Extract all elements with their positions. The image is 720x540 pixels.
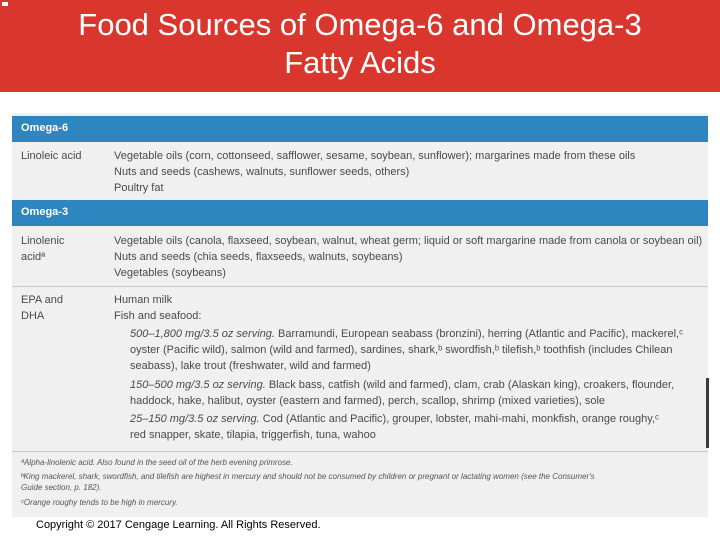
row-label [21, 233, 109, 265]
fish-group-high [130, 326, 708, 374]
fish-line: haddock, hake, halibut, oyster (eastern and farmed), perch, scallop, shrimp (mixed varieties), sole [130, 395, 606, 407]
source-line: Human milk [114, 294, 173, 306]
fish-line [130, 326, 708, 342]
slide-title-line-2: Fatty Acids [284, 45, 436, 80]
omega3-header-label: Omega-3 [21, 206, 69, 218]
slide-title-line-1: Food Sources of Omega-6 and Omega-3 [78, 7, 642, 42]
source-line: Nuts and seeds (cashews, walnuts, sunflower seeds, others) [114, 166, 410, 178]
mercury-range-label: 150–500 mg/3.5 oz serving. [130, 379, 266, 391]
source-line: Nuts and seeds (chia seeds, flaxseeds, walnuts, soybeans) [114, 251, 403, 263]
row-label-text: DHA [21, 310, 45, 322]
row-sources [114, 233, 714, 281]
footnote-text: ªAlpha-linolenic acid. Also found in the seed oil of the herb evening primrose. [21, 458, 293, 467]
source-line: Fish and seafood: [114, 310, 202, 322]
row-label-text: Linolenic [21, 235, 65, 247]
fish-text: Barramundi, European seabass (bronzini), herring (Atlantic and Pacific), mackerel,ᶜ [274, 328, 683, 340]
fish-text: Black bass, catfish (wild and farmed), clam, crab (Alaskan king), croakers, flounder, [265, 379, 675, 391]
footnote-a [21, 457, 701, 468]
fatty-acids-table [12, 113, 708, 517]
source-line: Vegetables (soybeans) [114, 267, 226, 279]
row-label [21, 148, 109, 164]
mercury-range-label: 25–150 mg/3.5 oz serving. [130, 413, 260, 425]
footnote-c [21, 497, 701, 508]
mercury-range-label: 500–1,800 mg/3.5 oz serving. [130, 328, 275, 340]
fish-text: Cod (Atlantic and Pacific), grouper, lobster, mahi-mahi, monkfish, orange roughy,ᶜ [259, 413, 659, 425]
footnote-text: ᶜOrange roughy tends to be high in mercury. [21, 498, 178, 507]
fish-line: seabass), lake trout (freshwater, wild and farmed) [130, 360, 371, 372]
omega6-header [12, 116, 708, 142]
footnote-divider [12, 451, 708, 452]
edge-marker [706, 378, 709, 448]
fish-group-low [130, 411, 708, 443]
fish-line: red snapper, skate, tilapia, triggerfish, tuna, wahoo [130, 429, 376, 441]
fish-line [130, 377, 708, 393]
footnote-text: Guide section, p. 182). [21, 483, 102, 492]
source-line: Vegetable oils (canola, flaxseed, soybean, walnut, wheat germ; liquid or soft margarine made from canola or soybean oil) [114, 235, 703, 247]
title-banner [0, 0, 720, 92]
copyright-notice: Copyright © 2017 Cengage Learning. All Rights Reserved. [36, 519, 321, 531]
fish-line [130, 411, 708, 427]
slide-title [0, 6, 720, 82]
row-label-text: EPA and [21, 294, 63, 306]
omega3-header [12, 200, 708, 226]
row-sources [114, 148, 714, 196]
row-divider [12, 286, 708, 287]
row-sources [114, 292, 714, 324]
source-line: Poultry fat [114, 182, 164, 194]
row-label-text: acidª [21, 251, 46, 263]
row-label [21, 292, 109, 324]
fish-line: oyster (Pacific wild), salmon (wild and farmed), sardines, shark,ᵇ swordfish,ᵇ tilefish,ᵇ toothfish (includes Chilean [130, 344, 673, 356]
omega6-header-label: Omega-6 [21, 122, 69, 134]
fish-group-medium [130, 377, 708, 409]
row-label-text: Linoleic acid [21, 150, 82, 162]
source-line: Vegetable oils (corn, cottonseed, safflower, sesame, soybean, sunflower); margarines made from these oils [114, 150, 636, 162]
footnote-text: ᵇKing mackerel, shark, swordfish, and tilefish are highest in mercury and should not be consumed by children or pregnant or lactating women (see the Consumer's [21, 472, 595, 481]
footnote-b [21, 471, 701, 493]
